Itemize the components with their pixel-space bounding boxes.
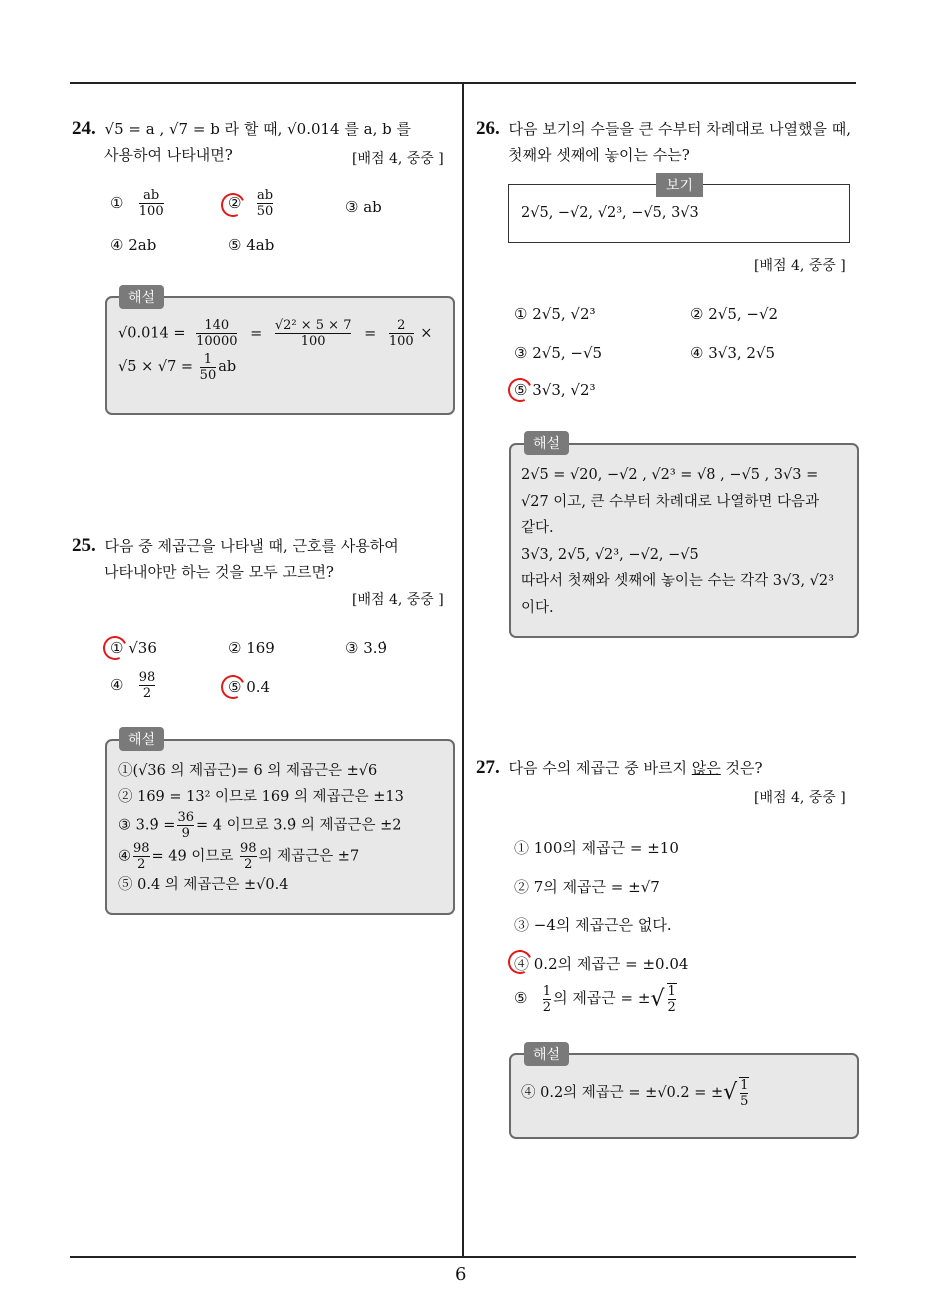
solution-tag: 해설 xyxy=(524,431,569,455)
option-1[interactable]: ① 100의 제곱근 = ±10 xyxy=(514,839,679,857)
question-number: 27. xyxy=(476,757,500,778)
option-5[interactable]: ⑤ 4ab xyxy=(228,236,275,254)
column-divider xyxy=(462,82,464,1257)
option-4[interactable]: ④ 0.2의 제곱근 = ±0.04 xyxy=(514,955,689,973)
question-text-b: 것은? xyxy=(725,759,763,777)
option-4[interactable]: ④ $\frac{98}{2}$ xyxy=(110,670,156,701)
fraction-denominator: 50 xyxy=(256,204,274,219)
points-label: [배점 4, 중중 ] xyxy=(754,790,846,806)
option-4[interactable]: ④ 3√3, 2√5 xyxy=(690,344,776,362)
question-text-line1: 다음 중 제곱근을 나타낼 때, 근호를 사용하여 xyxy=(104,537,399,555)
solution-text: 2√5 = √20, −√2 , √2³ = √8 , −√5 , 3√3 = √27 이고, 큰 수부터 차례대로 나열하면 다음과 같다. 3√3, 2√5, √2³, −√2, −√5 따라서 첫째와 셋째에 놓이는 수는 각각 3√3, √2³ 이다. xyxy=(521,467,834,616)
points-label: [배점 4, 중중 ] xyxy=(754,258,846,274)
bottom-rule xyxy=(70,1256,856,1258)
question-text-line2: 사용하여 나타내면? xyxy=(104,146,233,164)
question-26 xyxy=(476,116,866,168)
bogi-label: 보기 xyxy=(656,173,703,197)
question-27 xyxy=(476,755,866,781)
option-5[interactable]: ⑤ 3√3, √2³ xyxy=(514,381,596,399)
question-text-line2: 첫째와 셋째에 놓이는 수는? xyxy=(508,146,690,164)
bogi-content: 2√5, −√2, √2³, −√5, 3√3 xyxy=(521,205,699,221)
fraction-denominator: 100 xyxy=(138,204,164,219)
option-2[interactable]: ② 169 xyxy=(228,639,275,657)
option-1[interactable]: ① 2√5, √2³ xyxy=(514,305,596,323)
question-text-underlined: 않은 xyxy=(691,759,721,777)
option-3[interactable]: ③ 2√5, −√5 xyxy=(514,344,603,362)
question-text-a: 다음 수의 제곱근 중 바르지 xyxy=(508,759,687,777)
option-2[interactable]: ② 7의 제곱근 = ±√7 xyxy=(514,878,660,896)
question-text-line1: 다음 보기의 수들을 큰 수부터 차례대로 나열했을 때, xyxy=(508,120,851,138)
solution-text: √0.014 = $\frac{140}{10000}$ = $\frac{\text{√2² × 5 × 7}}{100}$ = $\frac{2}{100}$ × √5 × √7 = $\frac{1}{50}$ ab xyxy=(118,318,433,383)
option-2[interactable]: ② 2√5, −√2 xyxy=(690,305,779,323)
option-1[interactable]: ① √36 xyxy=(110,639,157,657)
question-text-line2: 나타내야만 하는 것을 모두 고르면? xyxy=(104,563,334,581)
question-25 xyxy=(72,533,452,585)
option-4[interactable]: ④ 2ab xyxy=(110,236,157,254)
option-1[interactable]: ① $\frac{ab}{100}$ xyxy=(110,188,164,219)
fraction-numerator: ab xyxy=(143,188,160,203)
fraction-numerator: ab xyxy=(257,188,274,203)
solution-tag: 해설 xyxy=(524,1042,569,1066)
solution-tag: 해설 xyxy=(119,285,164,309)
question-text-line1: √5 = a , √7 = b 라 할 때, √0.014 를 a, b 를 xyxy=(104,120,411,138)
points-label: [배점 4, 중중 ] xyxy=(352,592,444,608)
option-3[interactable]: ③ 3.9̇ xyxy=(345,639,388,657)
question-number: 25. xyxy=(72,535,96,556)
points-label: [배점 4, 중중 ] xyxy=(352,151,444,167)
question-number: 26. xyxy=(476,118,500,139)
page-number: 6 xyxy=(455,1264,467,1285)
solution-text: ④ 0.2의 제곱근 = ±√0.2 = ±√ $\frac{1}{5}$ xyxy=(521,1078,749,1109)
question-number: 24. xyxy=(72,118,96,139)
option-5[interactable]: ⑤ 0.4 xyxy=(228,678,271,696)
solution-tag: 해설 xyxy=(119,727,164,751)
option-3[interactable]: ③ −4의 제곱근은 없다. xyxy=(514,916,672,934)
option-2[interactable]: ② $\frac{ab}{50}$ xyxy=(228,188,274,219)
option-5[interactable]: ⑤ $\frac{1}{2}$ 의 제곱근 = ±√ $\frac{1}{2}$ xyxy=(514,983,676,1015)
option-3[interactable]: ③ ab xyxy=(345,198,382,216)
solution-text: ①(√36 의 제곱근)= 6 의 제곱근은 ±√6 ② 169 = 13² 이므로 169 의 제곱근은 ±13 ③ 3.9̇ = $\frac{36}{9}$ = 4 이므로 3.9̇ 의 제곱근은 ±2 ④ $\frac{98}{2}$ = 49 이므로 $\frac{98}{2}$ 의 제곱근은 ±7 ⑤ 0.4 의 제곱근은 ±√0.4 xyxy=(118,763,404,893)
